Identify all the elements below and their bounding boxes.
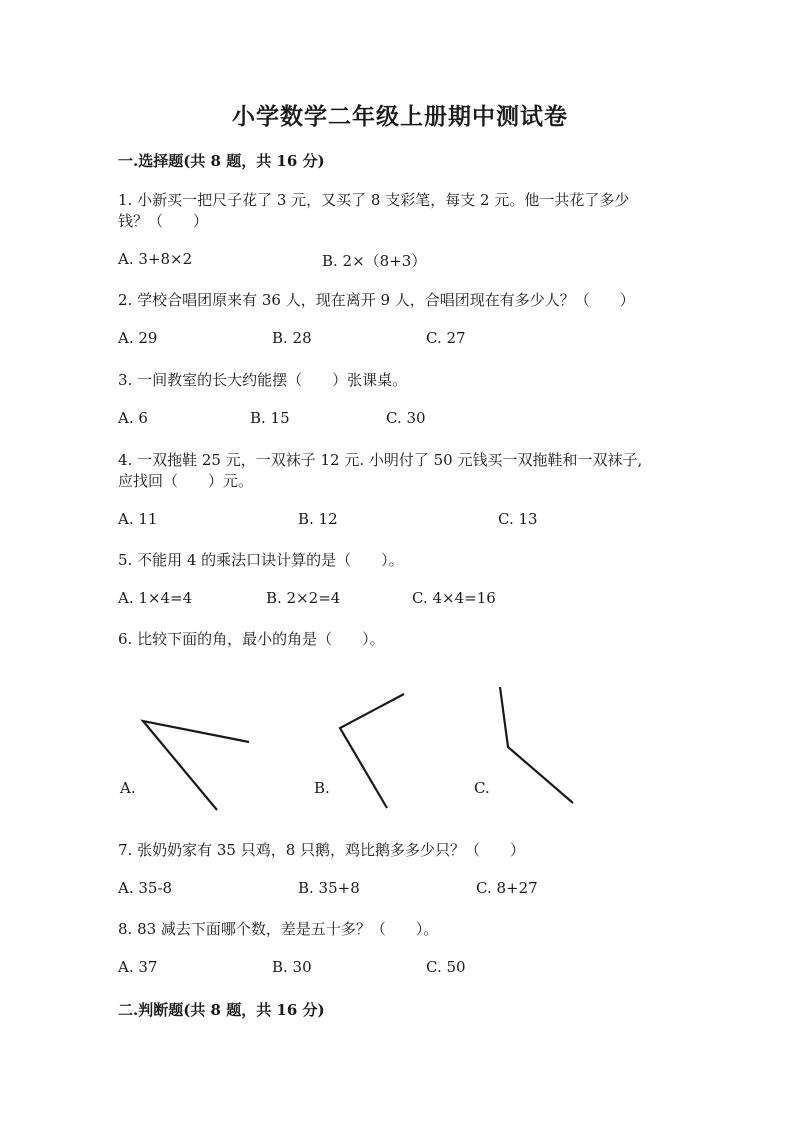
question-5-option-a: A. 1×4=4 <box>118 589 193 607</box>
question-4-option-c: C. 13 <box>498 510 538 528</box>
question-1-text: 1. 小新买一把尺子花了 3 元，又买了 8 支彩笔，每支 2 元。他一共花了多少 <box>118 191 630 209</box>
question-7-text: 7. 张奶奶家有 35 只鸡，8 只鹅，鸡比鹅多多少只？（ ） <box>118 841 526 859</box>
question-6-option-a: A. <box>120 779 136 797</box>
question-1-text-cont: 钱？（ ） <box>118 212 209 230</box>
question-2-option-b: B. 28 <box>272 329 312 347</box>
question-7-option-c: C. 8+27 <box>476 879 538 897</box>
question-4-option-a: A. 11 <box>118 510 158 528</box>
question-7-option-b: B. 35+8 <box>298 879 360 897</box>
question-3-option-b: B. 15 <box>250 409 290 427</box>
question-8-option-b: B. 30 <box>272 958 312 976</box>
section-heading-judgement: 二.判断题(共 8 题，共 16 分) <box>118 1001 325 1019</box>
page-title: 小学数学二年级上册期中测试卷 <box>232 103 568 130</box>
question-2-text: 2. 学校合唱团原来有 36 人，现在离开 9 人，合唱团现在有多少人？（ ） <box>118 291 635 309</box>
question-8-option-a: A. 37 <box>118 958 158 976</box>
question-6-text: 6. 比较下面的角，最小的角是（ ）。 <box>118 630 385 648</box>
section-heading-choice: 一.选择题(共 8 题，共 16 分) <box>118 152 325 170</box>
angle-b <box>340 694 404 808</box>
question-1-option-a: A. 3+8×2 <box>118 250 193 268</box>
question-5-text: 5. 不能用 4 的乘法口诀计算的是（ ）。 <box>118 551 404 569</box>
angle-c <box>500 687 573 803</box>
question-3-option-c: C. 30 <box>386 409 426 427</box>
question-4-text: 4. 一双拖鞋 25 元，一双袜子 12 元. 小明付了 50 元钱买一双拖鞋和一双袜子, <box>118 451 643 469</box>
question-3-text: 3. 一间教室的长大约能摆（ ）张课桌。 <box>118 371 408 389</box>
question-5-option-c: C. 4×4=16 <box>412 589 496 607</box>
question-6-option-b: B. <box>314 779 330 797</box>
question-6-option-c: C. <box>474 779 490 797</box>
question-4-text-cont: 应找回（ ）元。 <box>118 472 254 490</box>
question-4-option-b: B. 12 <box>298 510 338 528</box>
question-1-option-b: B. 2×（8+3） <box>322 252 427 270</box>
question-8-option-c: C. 50 <box>426 958 466 976</box>
question-7-option-a: A. 35-8 <box>118 879 173 897</box>
question-3-option-a: A. 6 <box>118 409 148 427</box>
question-8-text: 8. 83 减去下面哪个数，差是五十多？（ ）。 <box>118 920 439 938</box>
question-2-option-a: A. 29 <box>118 329 158 347</box>
question-2-option-c: C. 27 <box>426 329 466 347</box>
question-5-option-b: B. 2×2=4 <box>266 589 341 607</box>
angle-a <box>143 721 249 810</box>
